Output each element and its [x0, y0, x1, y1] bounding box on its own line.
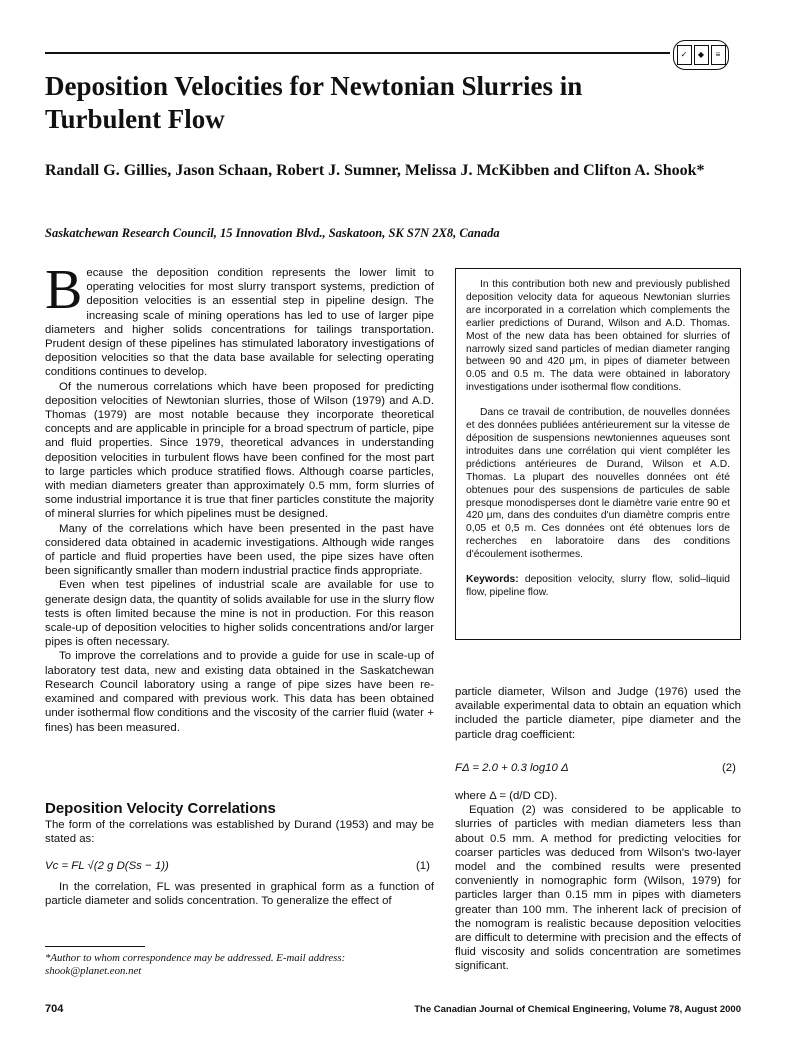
keywords-label: Keywords: [466, 574, 519, 586]
article-title: Deposition Velocities for Newtonian Slurries in Turbulent Flow [45, 71, 583, 134]
intro-text [45, 259, 434, 735]
crossmark-logo-icon: ✓ ◆ ≡ [673, 40, 729, 70]
intro-paragraph: To improve the correlations and to provide a guide for use in scale-up of laboratory test data, new and existing data obtained in the Saskatchewan Research Council laboratory using a range of pipe sizes have been re-examined and compared with previous work. This data has been obtained under isothermal flow conditions and the viscosity of the carrier fluid (water + fines) has been measured. [45, 650, 434, 734]
right-paragraph: particle diameter, Wilson and Judge (1976) used the available experimental data to obtain an equation which included the particle diameter, pipe diameter and the particle drag coefficient: [455, 686, 741, 741]
abstract-french: Dans ce travail de contribution, de nouvelles données et des données publiées antérieurement sur la vitesse de déposition de suspensions newtoniennes aqueuses sont introduites dans une corrélation qui vient compléter les prédictions antérieures de Durand, Wilson et A.D. Thomas. La plupart des nouvelles données ont été obtenues pour des suspensions de particules de sable presque monodisperses dont le diamètre varie entre 90 et 420 μm, dans des conduites d'un diamètre compris entre 0,05 et 0,5 m. Ces données ont été obtenues lors de recherches en laboratoire dans des conditions d'écoulement isothermes. [466, 407, 730, 561]
top-rule [45, 52, 670, 54]
intro-paragraph: Because the deposition condition represents the lower limit to operating velocities for most slurry transport systems, prediction of deposition velocities is an essential step in pipeline design. The increasing scale of mining operations has led to use of larger pipe diameters and higher solids concentrations for tailings transportation. Prudent design of these pipelines has stimulated laboratory investigations of deposition velocities so that the data base available for selecting operating conditions continues to develop. [45, 259, 434, 379]
intro-paragraph: Of the numerous correlations which have been proposed for predicting deposition velocities of Newtonian slurries, those of Wilson (1979) and A.D. Thomas (1979) are most notable because they incorporate theoretical concepts and are applicable in principle for a broad spectrum of particle, pipe and fluid properties. Since 1979, theoretical advances in understanding deposition velocities in turbulent flows have been confined for the most part to large particles which produce stratified flows. Although coarse particles, with median diameters greater than approximately 0.5 mm, form slurries of some industrial importance it is true that finer particles constitute the majority of mineral slurries for which pipelines must be designed. [45, 380, 434, 521]
right-column-text [455, 789, 741, 974]
affiliation: Saskatchewan Research Council, 15 Innovation Blvd., Saskatoon, SK S7N 2X8, Canada [45, 226, 500, 240]
abstract-english: In this contribution both new and previously published deposition velocity data for aqueous Newtonian slurries are incorporated in a correlation which complements the earlier predictions of Durand, Wilson and A.D. Thomas. Most of the new data has been obtained for slurries of narrowly sized sand particles of median diameter ranging between 90 and 420 μm, in pipes of diameter between 0.05 and 0.5 m. The data were obtained in laboratory investigations under isothermal flow conditions. [466, 279, 730, 394]
keywords-text: deposition velocity, slurry flow, solid–liquid flow, pipeline flow. [466, 574, 730, 598]
section-heading: Deposition Velocity Correlations [45, 800, 276, 817]
equation-2: FΔ = 2.0 + 0.3 log10 Δ [455, 762, 569, 774]
intro-paragraph: Even when test pipelines of industrial scale are available for use to generate design data, the quantity of solids available for use in the slurry flow tests is often limited because the mine is not in production. For this reason scale-up of deposition velocities to higher solids concentrations and/or larger pipes is often necessary. [45, 579, 434, 649]
section-paragraph: The form of the correlations was established by Durand (1953) and may be stated as: [45, 819, 434, 846]
keywords [466, 574, 730, 600]
right-paragraph: Equation (2) was considered to be applicable to slurries of particles with median diameters less than about 0.5 mm. A method for predicting velocities for coarser particles was deduced from Wilson's two-layer model and the combined results were presented conveniently in nomographic form (Wilson, 1979) for particles larger than 0.15 mm in pipes with diameters greater than 100 mm. The inherent lack of precision of the nomogram is realistic because deposition velocities are difficult to determine with precision and the effects of fluid viscosity and solids concentration are sometimes significant. [455, 804, 741, 973]
page-number: 704 [45, 1003, 64, 1015]
drop-cap: B [45, 259, 83, 321]
section-paragraph: In the correlation, FL was presented in graphical form as a function of particle diameter and solids concentration. To generalize the effect of [45, 881, 434, 908]
abstract-box [455, 268, 741, 640]
author-list: Randall G. Gillies, Jason Schaan, Robert J. Sumner, Melissa J. McKibben and Clifton A. Shook* [45, 162, 705, 179]
equation-1-number: (1) [416, 860, 430, 872]
right-column-text [455, 685, 741, 742]
equation-2-number: (2) [722, 762, 736, 774]
intro-paragraph: Many of the correlations which have been presented in the past have considered data obtained in academic investigations. Although wide ranges of particle and fluid properties have been used, the pipe sizes have often been significantly smaller than modern industrial practice finds appropriate. [45, 522, 434, 578]
equation-1: Vc = FL √(2 g D(Ss − 1)) [45, 860, 169, 872]
footnote: *Author to whom correspondence may be addressed. E-mail address: shook@planet.eon.net [45, 952, 346, 977]
journal-citation: The Canadian Journal of Chemical Engineering, Volume 78, August 2000 [414, 1004, 741, 1015]
section-text [45, 818, 434, 846]
footnote-rule [45, 946, 145, 947]
where-line: where Δ = (d/D CD). [455, 790, 558, 802]
